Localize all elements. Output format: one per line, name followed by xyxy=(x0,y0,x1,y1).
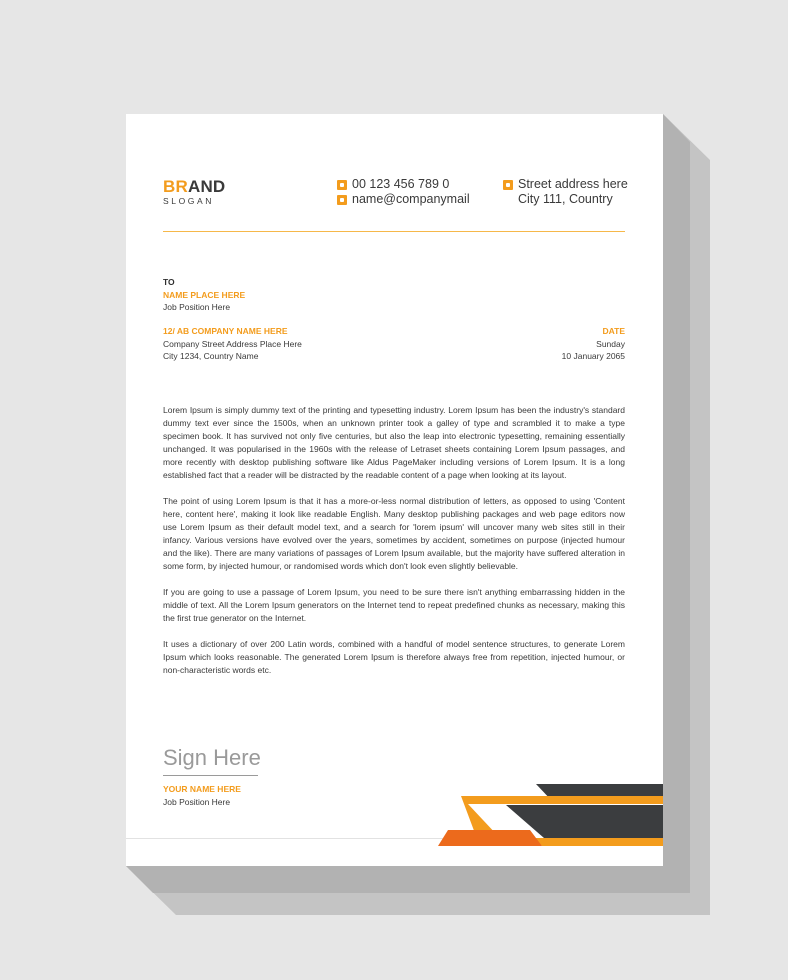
company-city: City 1234, Country Name xyxy=(163,351,259,361)
email-address: name@companymail xyxy=(352,192,470,206)
to-label: TO xyxy=(163,277,175,287)
recipient-position: Job Position Here xyxy=(163,302,231,312)
letterhead-page xyxy=(126,114,663,866)
signer-name: YOUR NAME HERE xyxy=(163,784,241,794)
brand-name-highlight: BR xyxy=(163,177,188,196)
body-paragraph: Lorem Ipsum is simply dummy text of the printing and typesetting industry. Lorem Ipsum has been the industry's standard dummy text ever since the 1500s, when an unknown printer took a galley of type and scrambled it to make a type specimen book. It has survived not only five centuries, but also the leap into electronic typesetting, remaining essentially unchanged. It was popularised in the 1960s with the release of Letraset sheets containing Lorem Ipsum passages, and more recently with desktop publishing software like Aldus PageMaker including versions of Lorem Ipsum. It is a long established fact that a reader will be distracted by the readable content of a page when looking at its layout. xyxy=(163,405,625,480)
recipient-name: NAME PLACE HERE xyxy=(163,289,246,300)
date-label: DATE xyxy=(602,326,625,336)
date-day: Sunday xyxy=(596,338,625,349)
body-paragraph: The point of using Lorem Ipsum is that it has a more-or-less normal distribution of letters, as opposed to using 'Content here, content here', making it look like readable English. Many desktop publishing packages and web page editors now use Lorem Ipsum as their default model text, and a search for 'lorem ipsum' will uncover many web sites still in their infancy. Various versions have evolved over the years, sometimes by accident, sometimes on purpose (injected humour and the like). There are many variations of passages of Lorem Ipsum available, but the majority have suffered alteration in some form, by injected humour, or randomised words which don't look even slightly believable. xyxy=(163,496,625,571)
address-line1: Street address here xyxy=(518,177,628,191)
brand-name-rest: AND xyxy=(187,177,226,196)
footer-decoration xyxy=(126,114,663,866)
address-line2: City 111, Country xyxy=(518,192,613,206)
body-paragraph: If you are going to use a passage of Lorem Ipsum, you need to be sure there isn't anything embarrassing hidden in the middle of text. All the Lorem Ipsum generators on the Internet tend to repeat predefined chunks as necessary, making this the first true generator on the Internet. xyxy=(163,587,625,623)
signature-placeholder: Sign Here xyxy=(163,745,261,770)
brand-slogan: SLOGAN xyxy=(163,196,215,206)
body-paragraph: It uses a dictionary of over 200 Latin words, combined with a handful of model sentence structures, to generate Lorem Ipsum which looks reasonable. The generated Lorem Ipsum is therefore always free from repetition, injected humour, or non-characteristic words etc. xyxy=(163,639,625,675)
signer-position: Job Position Here xyxy=(163,796,231,807)
phone-number: 00 123 456 789 0 xyxy=(352,177,450,191)
company-street: Company Street Address Place Here xyxy=(163,338,302,349)
date-value: 10 January 2065 xyxy=(561,351,625,361)
company-name: 12/ AB COMPANY NAME HERE xyxy=(163,326,288,336)
